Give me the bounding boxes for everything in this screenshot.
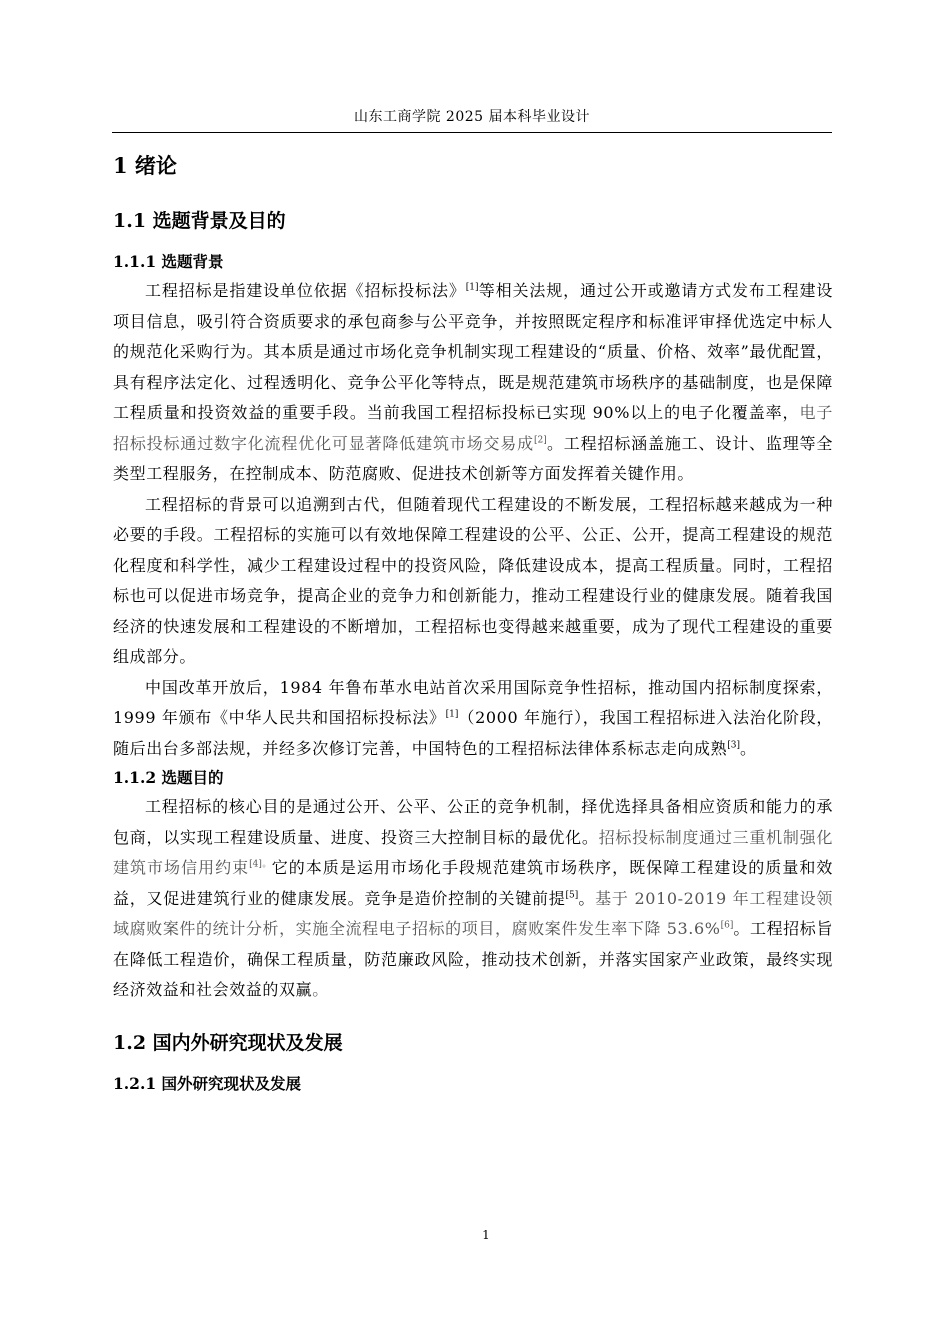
- page-content: [113, 148, 833, 1098]
- section-title-1-1: 1.1 选题背景及目的: [113, 210, 286, 232]
- text-run: 。: [739, 738, 757, 758]
- text-run: 工程招标的核心目的是通过公开、公平、公正的竞争机制，择优选择具备相应资质和能力的承包商，以实现工程建设质量、进度、投资三大控制目标的最优化。: [113, 797, 833, 847]
- paragraph-background-1: [113, 276, 833, 490]
- subsection-title-1-1-2: 1.1.2 选题目的: [113, 768, 224, 787]
- text-run: 等相关法规，通过公开或邀请方式发布工程建设项目信息，吸引符合资质要求的承包商参与公平竞争，并按照既定程序和标准评审择优选定中标人的规范化采购行为。其本质是通过市场化竞争机制实现工程建设的“质量、价格、效率”最优配置，具有程序法定化、过程透明化、竞争公平化等特点，既是规范建筑市场秩序的基础制度，也是保障工程质量和投资效益的重要手段。当前我国工程招标投标已实现 90%以上的电子化覆盖率，: [113, 281, 833, 422]
- citation-4: [4]: [249, 859, 262, 870]
- citation-1: [1]: [445, 709, 459, 720]
- paragraph-purpose-1: [113, 792, 833, 1006]
- text-run-gray: 招标投标制度通过三重机制强化建筑市场信用约束: [113, 827, 834, 877]
- subsection-title-1-1-1: 1.1.1 选题背景: [113, 252, 224, 271]
- text-run: 。工程招标涵盖施工、设计、监理等全类型工程服务，在控制成本、防范腐败、促进技术创新等方面发挥着关键作用。: [113, 433, 833, 483]
- text-run: （2000 年施行），我国工程招标进入法治化阶段，随后出台多部法规，并经多次修订完善，中国特色的工程招标法律体系标志走向成熟: [113, 708, 833, 758]
- paragraph-background-2: 工程招标的背景可以追溯到古代，但随着现代工程建设的不断发展，工程招标越来越成为一种必要的手段。工程招标的实施可以有效地保障工程建设的公平、公正、公开，提高工程建设的规范化程度和科学性，减少工程建设过程中的投资风险，降低建设成本，提高工程质量。同时，工程招标也可以促进市场竞争，提高企业的竞争力和创新能力，推动工程建设行业的健康发展。随着我国经济的快速发展和工程建设的不断增加，工程招标也变得越来越重要，成为了现代工程建设的重要组成部分。: [113, 494, 833, 666]
- running-header: 山东工商学院 2025 届本科毕业设计: [353, 109, 591, 125]
- citation-5: [5]: [565, 890, 579, 901]
- text-run-gray: 基于 2010-2019 年工程建设领域腐败案件的统计分析，实施全流程电子招标的项目，腐败案件发生率下降 53.6%: [113, 888, 833, 938]
- subsection-title-1-2-1: 1.2.1 国外研究现状及发展: [113, 1073, 302, 1093]
- text-run-gray: 。: [312, 980, 329, 999]
- page-number: 1: [482, 1228, 490, 1242]
- citation-6: [6]: [720, 920, 734, 931]
- section-title-1-2: 1.2 国内外研究现状及发展: [113, 1031, 343, 1054]
- citation-4-period: 。: [261, 859, 272, 870]
- header-rule: [112, 132, 832, 133]
- text-run: 中国改革开放后，1984 年鲁布革水电站首次采用国际竞争性招标，推动国内招标制度探索，1999 年颁布《中华人民共和国招标投标法》: [113, 677, 833, 727]
- text-run: 。: [578, 888, 596, 908]
- text-run: 它的本质是运用市场化手段规范建筑市场秩序，既保障工程建设的质量和效益，又促进建筑行业的健康发展。竞争是造价控制的关键前提: [113, 858, 833, 908]
- citation-3: [3]: [727, 740, 740, 751]
- text-run: 工程招标是指建设单位依据《招标投标法》: [145, 281, 466, 300]
- text-run: 。工程招标旨在降低工程造价，确保工程质量，防范廉政风险，推动技术创新，并落实国家产业政策，最终实现经济效益和社会效益的双赢: [113, 919, 833, 999]
- citation-2: [2]: [533, 435, 547, 446]
- citation-1: [1]: [465, 282, 479, 293]
- paragraph-background-3: [113, 673, 833, 765]
- chapter-title: 1 绪论: [113, 153, 177, 178]
- text-run-gray: 电子招标投标通过数字化流程优化可显著降低建筑市场交易成: [113, 403, 834, 453]
